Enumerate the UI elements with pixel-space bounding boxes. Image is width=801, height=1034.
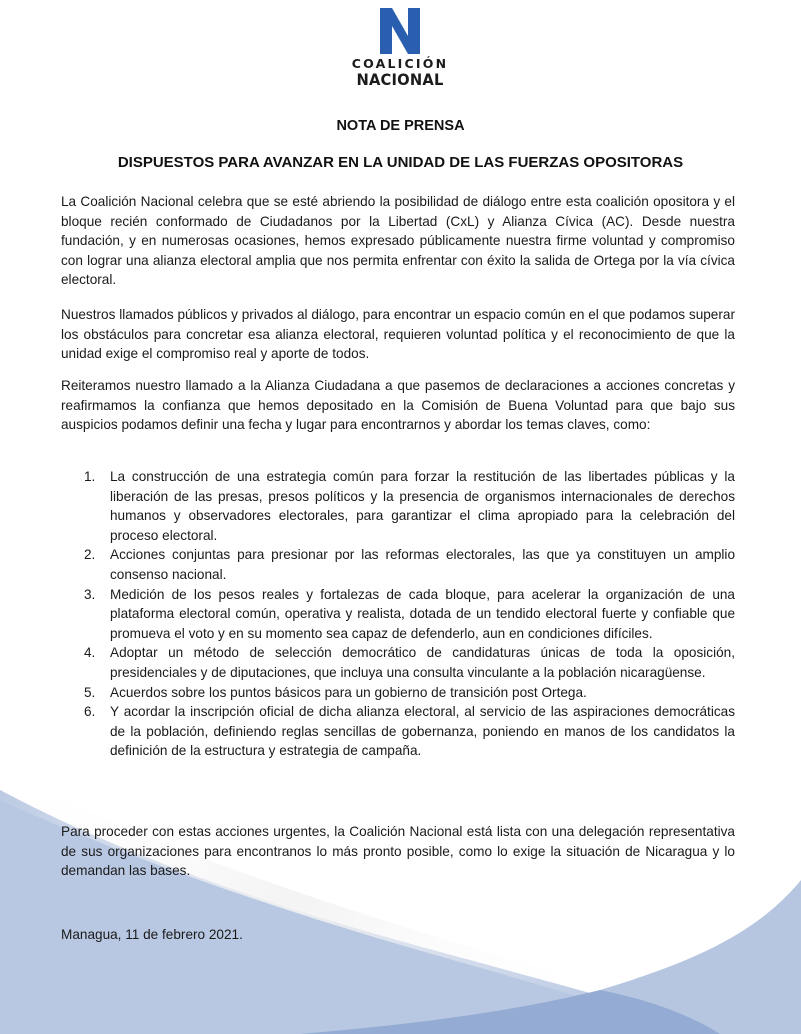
list-item-text: Medición de los pesos reales y fortalezas de cada bloque, para acelerar la organización de una plataforma electoral común, operativa y realista, dotada de un tendido electoral fuerte y confiable que promueva el voto y en su momento sea capaz de defenderlo, aun en condiciones difíciles. (110, 586, 735, 641)
list-item-number: 1. (84, 469, 96, 484)
list-item-text: Acuerdos sobre los puntos básicos para un gobierno de transición post Ortega. (110, 684, 587, 700)
list-item-text: Adoptar un método de selección democrático de candidaturas únicas de toda la oposición, presidenciales y de diputaciones, que incluya una consulta vinculante a la población nicaragüense. (110, 645, 735, 680)
list-item-number: 3. (84, 586, 96, 602)
list-item (84, 467, 735, 545)
paragraph-2: Nuestros llamados públicos y privados al diálogo, para encontrar un espacio común en el que podamos superar los obstáculos para concretar esa alianza electoral, requieren voluntad política y el reconocimiento de que la unidad exige el compromiso real y aporte de todos. (61, 307, 735, 362)
date-line: Managua, 11 de febrero 2021. (61, 927, 243, 942)
logo-text-nacional: NACIONAL (356, 70, 444, 89)
list-item (84, 643, 735, 682)
document-title: DISPUESTOS PARA AVANZAR EN LA UNIDAD DE LAS FUERZAS OPOSITORAS (117, 154, 684, 171)
list-item-text: Y acordar la inscripción oficial de dicha alianza electoral, al servicio de las aspiraciones democráticas de la población, definiendo reglas sencillas de gobernanza, poniendo en manos de los candidatos la definición de la estructura y estrategia de campaña. (110, 704, 735, 759)
key-topics-list (84, 467, 735, 761)
list-item (84, 683, 735, 703)
list-item (84, 702, 735, 761)
list-item (84, 545, 735, 584)
list-item-number: 5. (84, 684, 96, 700)
document-label: NOTA DE PRENSA (336, 118, 465, 134)
closing-paragraph: Para proceder con estas acciones urgentes, la Coalición Nacional está lista con una delegación representativa de sus organizaciones para encontranos lo más pronto posible, como lo exige la situación de Nicaragua y lo demandan las bases. (61, 824, 735, 879)
list-item (84, 585, 735, 644)
logo-n-icon (376, 8, 424, 54)
list-item-number: 4. (84, 645, 96, 661)
list-item-number: 2. (84, 547, 96, 563)
paragraph-1: La Coalición Nacional celebra que se esté abriendo la posibilidad de diálogo entre esta coalición opositora y el bloque recién conformado de Ciudadanos por la Libertad (CxL) y Alianza Cívica (AC). Desde nuestra fundación, y en numerosas ocasiones, hemos expresado públicamente nuestra firme voluntad y compromiso con lograr una alianza electoral amplia que nos permita enfrentar con éxito la salida de Ortega por la vía cívica electoral. (61, 194, 735, 288)
paragraph-3: Reiteramos nuestro llamado a la Alianza Ciudadana a que pasemos de declaraciones a acciones concretas y reafirmamos la confianza que hemos depositado en la Comisión de Buena Voluntad para que bajo sus auspicios podamos definir una fecha y lugar para encontrarnos y abordar los temas claves, como: (61, 378, 735, 433)
logo-text-coalicion: COALICIÓN (351, 56, 449, 71)
list-item-number: 6. (84, 704, 96, 720)
list-item-text: Acciones conjuntas para presionar por las reformas electorales, las que ya constituyen un amplio consenso nacional. (110, 547, 735, 582)
coalicion-nacional-logo (340, 8, 460, 98)
list-item-text: La construcción de una estrategia común para forzar la restitución de las libertades públicas y la liberación de las presas, presos políticos y la presencia de organismos internacionales de derechos humanos y observadores electorales, para garantizar el clima apropiado para la celebración del proceso electoral. (110, 469, 735, 543)
